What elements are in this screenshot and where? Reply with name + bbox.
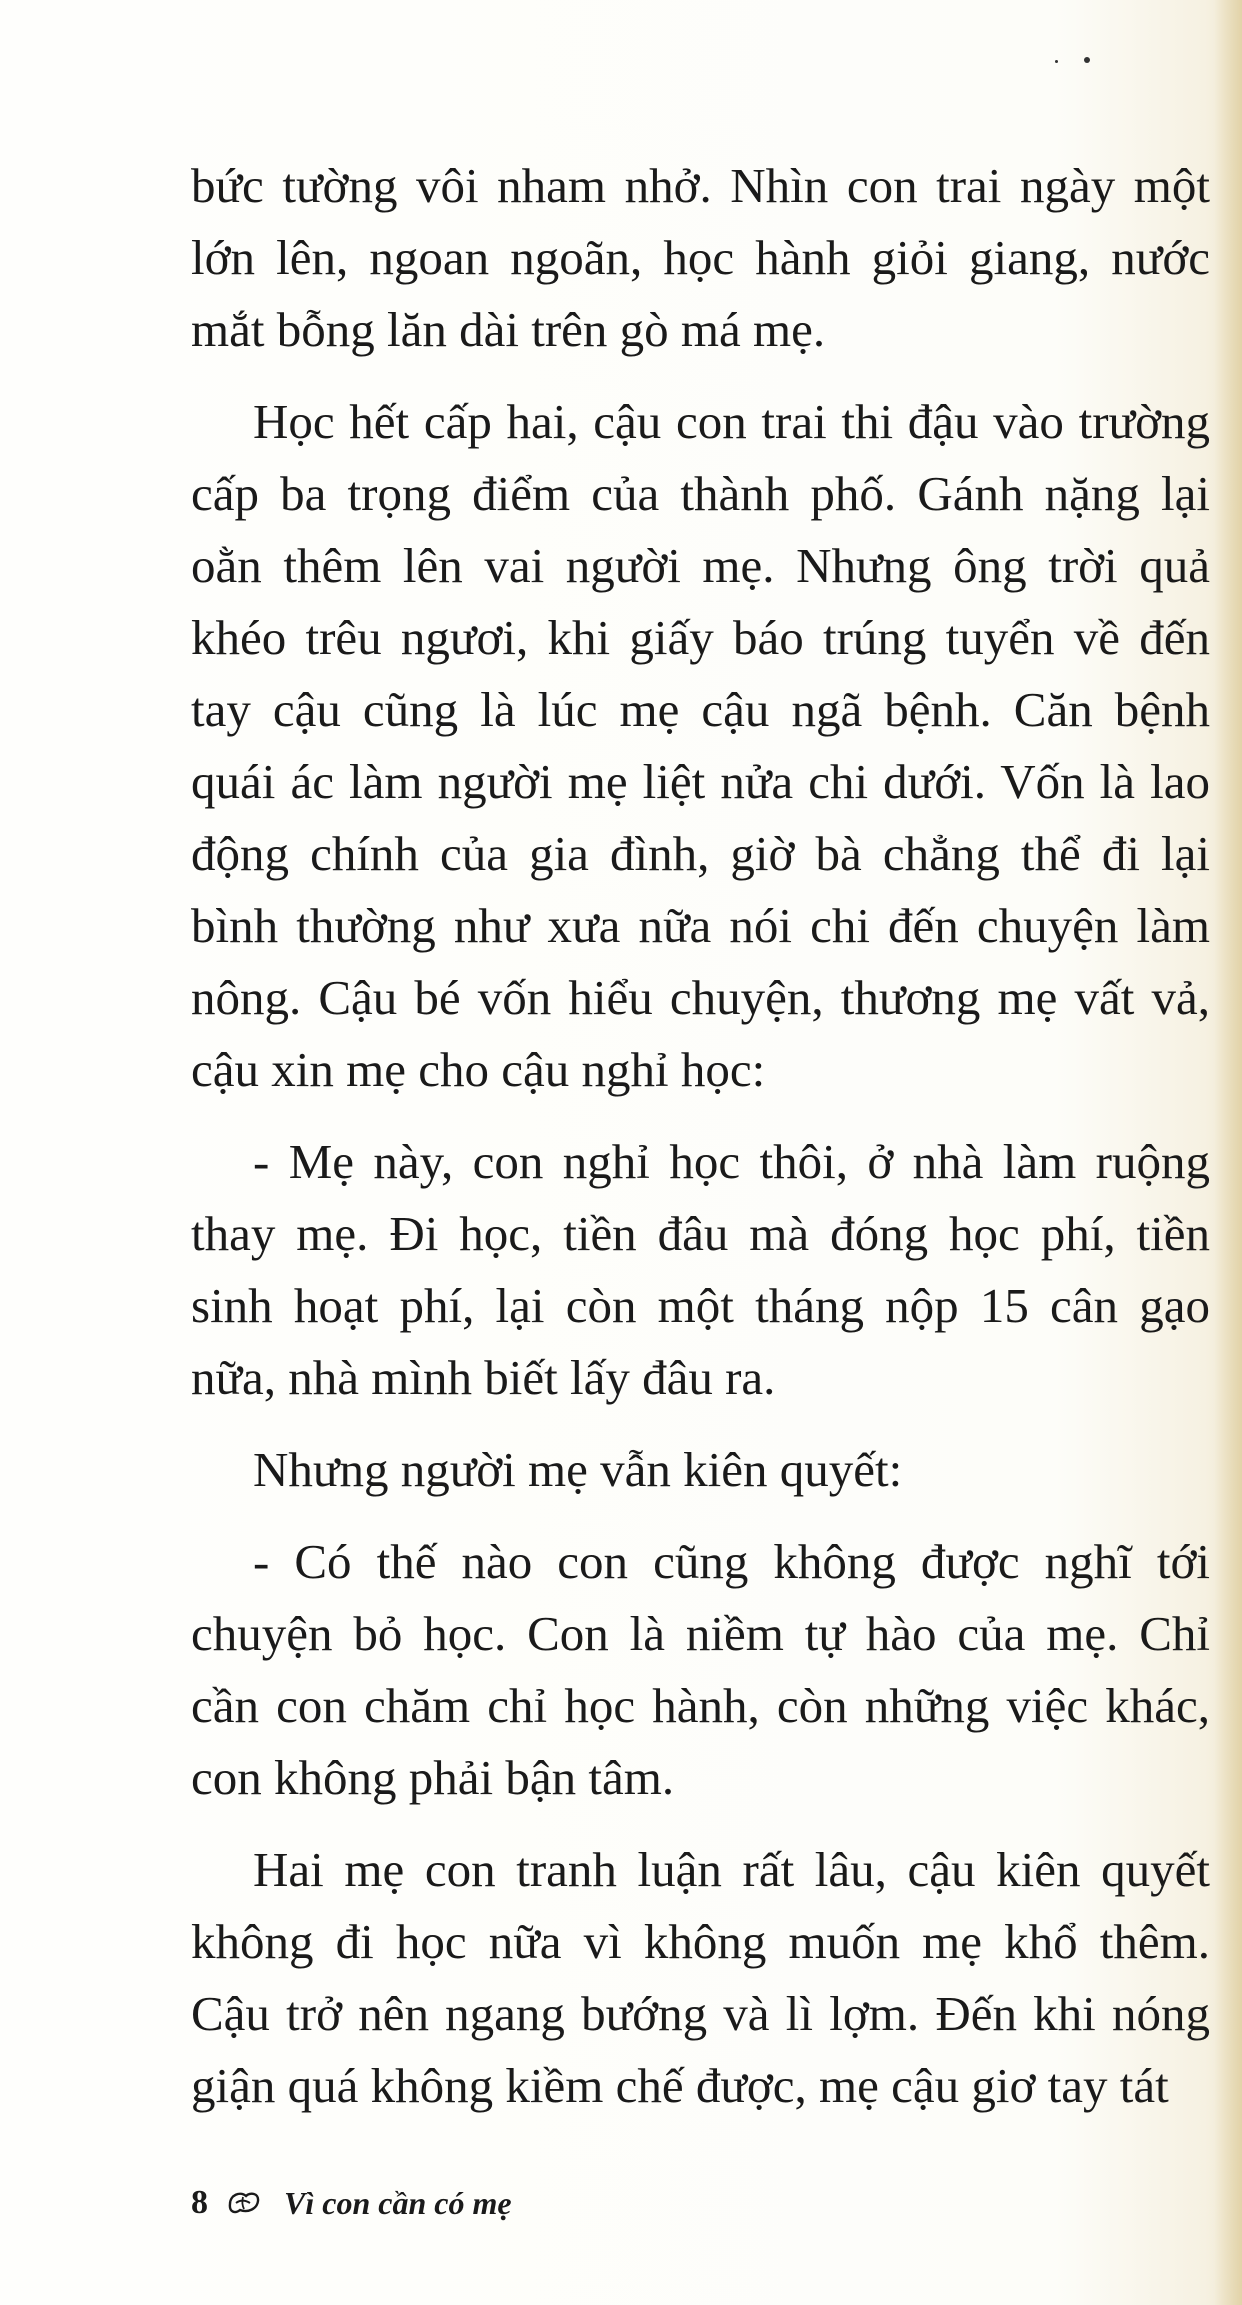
text-line: cấp ba trọng điểm của thành phố. Gánh nặng lại [191, 466, 1210, 521]
text-line: tay cậu cũng là lúc mẹ cậu ngã bệnh. Căn bệnh [191, 682, 1210, 737]
body-text [191, 150, 1211, 2122]
page-number: 8 [191, 2184, 208, 2221]
paragraph [191, 1834, 1211, 2122]
paragraph-gap [191, 1814, 1211, 1834]
text-line: mắt bỗng lăn dài trên gò má mẹ. [191, 302, 826, 357]
page-footer [191, 2178, 512, 2228]
paragraph [191, 1126, 1211, 1414]
text-line: quái ác làm người mẹ liệt nửa chi dưới. Vốn là lao [191, 754, 1210, 809]
text-line: giận quá không kiềm chế được, mẹ cậu giơ tay tát [191, 2058, 1169, 2113]
text-line: oằn thêm lên vai người mẹ. Nhưng ông trời quả [191, 538, 1210, 593]
paragraph [191, 1434, 1211, 1506]
paragraph-gap [191, 1506, 1211, 1526]
text-line: cậu xin mẹ cho cậu nghỉ học: [191, 1042, 766, 1097]
text-line: nông. Cậu bé vốn hiểu chuyện, thương mẹ vất vả, [191, 970, 1210, 1025]
paragraph-gap [191, 366, 1211, 386]
text-line: Học hết cấp hai, cậu con trai thi đậu vào trường [253, 394, 1210, 449]
paragraph-gap [191, 1106, 1211, 1126]
leaf-ornament-icon [226, 2188, 262, 2218]
text-line: bức tường vôi nham nhở. Nhìn con trai ngày một [191, 158, 1210, 213]
text-line: Nhưng người mẹ vẫn kiên quyết: [253, 1442, 903, 1497]
text-line: nữa, nhà mình biết lấy đâu ra. [191, 1350, 776, 1405]
paragraph [191, 1526, 1211, 1814]
text-line: sinh hoạt phí, lại còn một tháng nộp 15 cân gạo [191, 1278, 1210, 1333]
page-edge-shadow [1214, 0, 1242, 2305]
text-line: cần con chăm chỉ học hành, còn những việc khác, [191, 1678, 1210, 1733]
text-line: chuyện bỏ học. Con là niềm tự hào của mẹ. Chỉ [191, 1606, 1210, 1661]
text-line: - Có thế nào con cũng không được nghĩ tới [253, 1534, 1210, 1589]
paragraph [191, 386, 1211, 1106]
text-line: thay mẹ. Đi học, tiền đâu mà đóng học phí, tiền [191, 1206, 1210, 1261]
paragraph [191, 150, 1211, 366]
text-line: động chính của gia đình, giờ bà chẳng thể đi lại [191, 826, 1210, 881]
text-line: khéo trêu ngươi, khi giấy báo trúng tuyển về đến [191, 610, 1210, 665]
paragraph-gap [191, 1414, 1211, 1434]
print-specks [1055, 52, 1095, 66]
text-line: Hai mẹ con tranh luận rất lâu, cậu kiên quyết [253, 1842, 1210, 1897]
running-title: Vì con cần có mẹ [284, 2184, 512, 2221]
text-line: không đi học nữa vì không muốn mẹ khổ thêm. [191, 1914, 1210, 1969]
text-line: bình thường như xưa nữa nói chi đến chuyện làm [191, 898, 1210, 953]
text-line: con không phải bận tâm. [191, 1750, 675, 1805]
text-line: - Mẹ này, con nghỉ học thôi, ở nhà làm ruộng [253, 1134, 1210, 1189]
text-line: lớn lên, ngoan ngoãn, học hành giỏi giang, nước [191, 230, 1210, 285]
text-line: Cậu trở nên ngang bướng và lì lợm. Đến khi nóng [191, 1986, 1210, 2041]
